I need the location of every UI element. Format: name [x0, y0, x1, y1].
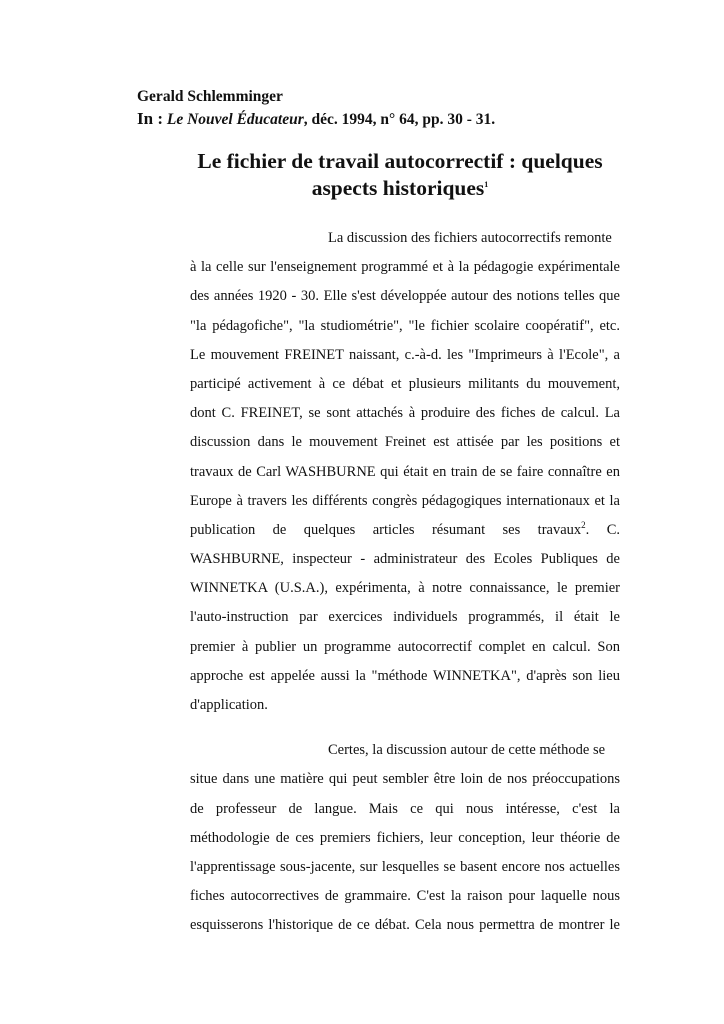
source-citation: [137, 108, 495, 131]
title-line-1: Le fichier de travail autocorrectif : quelques: [197, 149, 603, 173]
text-line: dont C. FREINET, se sont attachés à produire des fiches de calcul. La: [190, 405, 620, 422]
text-line: à la celle sur l'enseignement programmé et à la pédagogie expérimentale: [190, 259, 620, 276]
text-line-part: publication de quelques articles résumant ses travaux: [190, 521, 582, 538]
title-line-2-text: aspects historiques: [311, 176, 485, 200]
text-line-part: . C.: [585, 521, 620, 538]
text-line: situe dans une matière qui peut sembler être loin de nos préoccupations: [190, 771, 620, 788]
title-line-2: [160, 175, 640, 202]
text-line: premier à publier un programme autocorrectif complet en calcul. Son: [190, 638, 620, 655]
text-line: Certes, la discussion autour de cette méthode se: [328, 742, 606, 759]
text-line: esquisserons l'historique de ce débat. Cela nous permettra de montrer le: [190, 917, 620, 934]
author-name: Gerald Schlemminger: [137, 88, 283, 105]
text-line: WINNETKA (U.S.A.), expérimenta, à notre connaissance, le premier: [190, 580, 620, 597]
article-body: [190, 224, 620, 941]
text-line: participé activement à ce débat et plusieurs militants du mouvement,: [190, 375, 620, 392]
citation-details: , déc. 1994, n° 64, pp. 30 - 31.: [303, 111, 496, 128]
text-line: discussion dans le mouvement Freinet est attisée par les positions et: [190, 434, 620, 451]
text-line: Le mouvement FREINET naissant, c.-à-d. les "Imprimeurs à l'Ecole", a: [190, 346, 620, 363]
text-line: La discussion des fichiers autocorrectifs remonte: [328, 230, 612, 246]
text-line: travaux de Carl WASHBURNE qui était en train de se faire connaître en: [190, 463, 620, 480]
text-line: fiches autocorrectives de grammaire. C'est la raison pour laquelle nous: [190, 888, 620, 905]
article-title: [160, 148, 640, 202]
text-line: l'apprentissage sous-jacente, sur lesquelles se basent encore nos actuelles: [190, 858, 620, 875]
text-line: d'application.: [190, 697, 268, 713]
journal-name: Le Nouvel Éducateur: [166, 111, 304, 128]
text-line: l'auto-instruction par exercices individuels programmés, il était le: [190, 609, 620, 626]
in-label: In :: [137, 109, 163, 128]
paragraph-2: [190, 736, 620, 940]
text-line: "la pédagofiche", "la studiométrie", "le fichier scolaire coopératif", etc.: [190, 317, 620, 334]
text-line-with-footnote: [190, 516, 620, 545]
footnote-mark: 2: [581, 520, 586, 531]
citation-header: [137, 86, 495, 131]
text-line: des années 1920 - 30. Elle s'est développée autour des notions telles que: [190, 288, 620, 305]
text-line: WASHBURNE, inspecteur - administrateur des Ecoles Publiques de: [190, 551, 620, 568]
text-line: méthodologie de ces premiers fichiers, leur conception, leur théorie de: [190, 829, 620, 846]
paragraph-1: [190, 224, 620, 720]
text-line: approche est appelée aussi la "méthode WINNETKA", d'après son lieu: [190, 667, 620, 684]
title-footnote-mark: 1: [484, 179, 489, 189]
text-line: Europe à travers les différents congrès pédagogiques internationaux et la: [190, 492, 620, 509]
text-line: de professeur de langue. Mais ce qui nous intéresse, c'est la: [190, 800, 620, 817]
